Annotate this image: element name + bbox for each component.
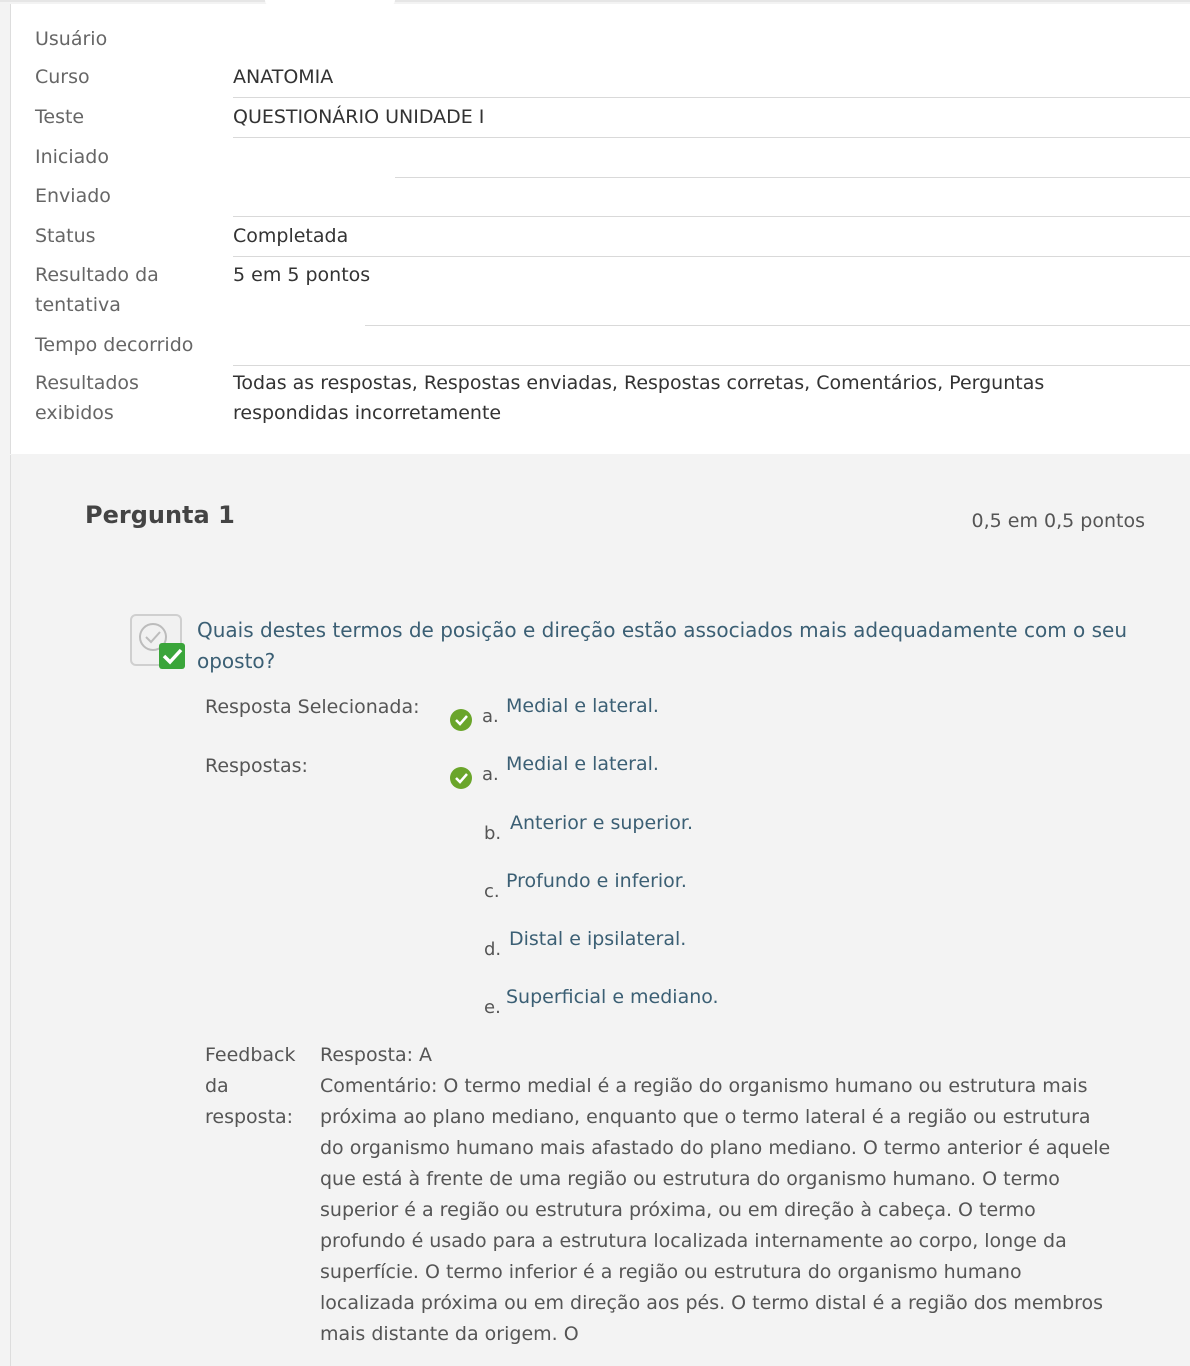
feedback-label: Feedback da resposta: [205,1044,296,1128]
row-divider [233,365,1190,366]
attempt-summary [10,4,1190,454]
summary-label: Status [35,225,96,247]
summary-value: QUESTIONÁRIO UNIDADE I [233,106,485,128]
row-divider [365,325,1190,326]
summary-row-teste [35,102,1190,138]
question-title: Pergunta 1 [85,501,235,529]
summary-label: Iniciado [35,146,109,168]
summary-row-curso [35,62,1190,98]
check-circle-icon [450,709,472,731]
answer-option-d: Distal e ipsilateral. [509,928,687,950]
answer-letter-b: b. [484,823,502,844]
summary-row-status [35,221,1190,257]
summary-label: Enviado [35,185,111,207]
summary-label: Curso [35,66,90,88]
summary-value: 5 em 5 pontos [233,264,371,286]
answer-option-c: Profundo e inferior. [506,870,687,892]
row-divider [233,216,1190,217]
selected-answer-text: Medial e lateral. [506,695,659,717]
check-circle-icon [450,767,472,789]
summary-row-enviado [35,181,1190,217]
summary-row-usuario [35,24,1190,58]
summary-row-tempo [35,330,1190,366]
row-divider [233,97,1190,98]
top-strip [0,0,1190,2]
summary-value: ANATOMIA [233,66,334,88]
summary-label: Usuário [35,28,108,50]
summary-label: Resultados exibidos [35,372,139,424]
row-divider [395,177,1190,178]
summary-row-resultado [35,260,1190,326]
answer-option-b: Anterior e superior. [510,812,693,834]
answer-letter-d: d. [484,939,502,960]
answer-option-e: Superficial e mediano. [506,986,719,1008]
question-points: 0,5 em 0,5 pontos [971,510,1145,532]
question-text: Quais destes termos de posição e direção estão associados mais adequadamente com o seu oposto? [197,618,1128,673]
summary-value: Completada [233,225,349,247]
summary-row-iniciado [35,142,1190,178]
row-divider [233,137,1190,138]
answer-letter-a: a. [482,764,499,785]
selected-answer-letter: a. [482,706,499,727]
feedback-text [320,1040,1120,1350]
feedback-answer: Resposta: A [320,1044,433,1066]
summary-label: Tempo decorrido [35,334,194,356]
selected-answer-label: Resposta Selecionada: [205,696,420,718]
feedback-comment: Comentário: O termo medial é a região do organismo humano ou estrutura mais próxima ao plano mediano, enquanto que o termo lateral é a região ou estrutura do organismo humano mais afastado do plano mediano. O termo anterior é aquele que está à frente de uma região ou estrutura do organismo humano. O termo superior é a região ou estrutura próxima, ou em direção à cabeça. O termo profundo é usado para a estrutura localizada internamente ao corpo, longe da superfície. O termo inferior é a região ou estrutura do organismo humano localizada próxima ou em direção aos pés. O termo distal é a região dos membros mais distante da origem. O [320,1075,1111,1345]
summary-row-resultados-exibidos [35,368,1190,434]
summary-label: Resultado da tentativa [35,264,159,316]
row-divider [233,256,1190,257]
answers-label: Respostas: [205,755,308,777]
summary-value: Todas as respostas, Respostas enviadas, Respostas corretas, Comentários, Perguntas respondidas incorretamente [233,372,1045,424]
answer-letter-c: c. [484,881,500,902]
question-section [10,455,1190,1366]
question-correct-icon [129,613,187,671]
answer-letter-e: e. [484,997,501,1018]
answer-option-a: Medial e lateral. [506,753,659,775]
summary-label: Teste [35,106,85,128]
